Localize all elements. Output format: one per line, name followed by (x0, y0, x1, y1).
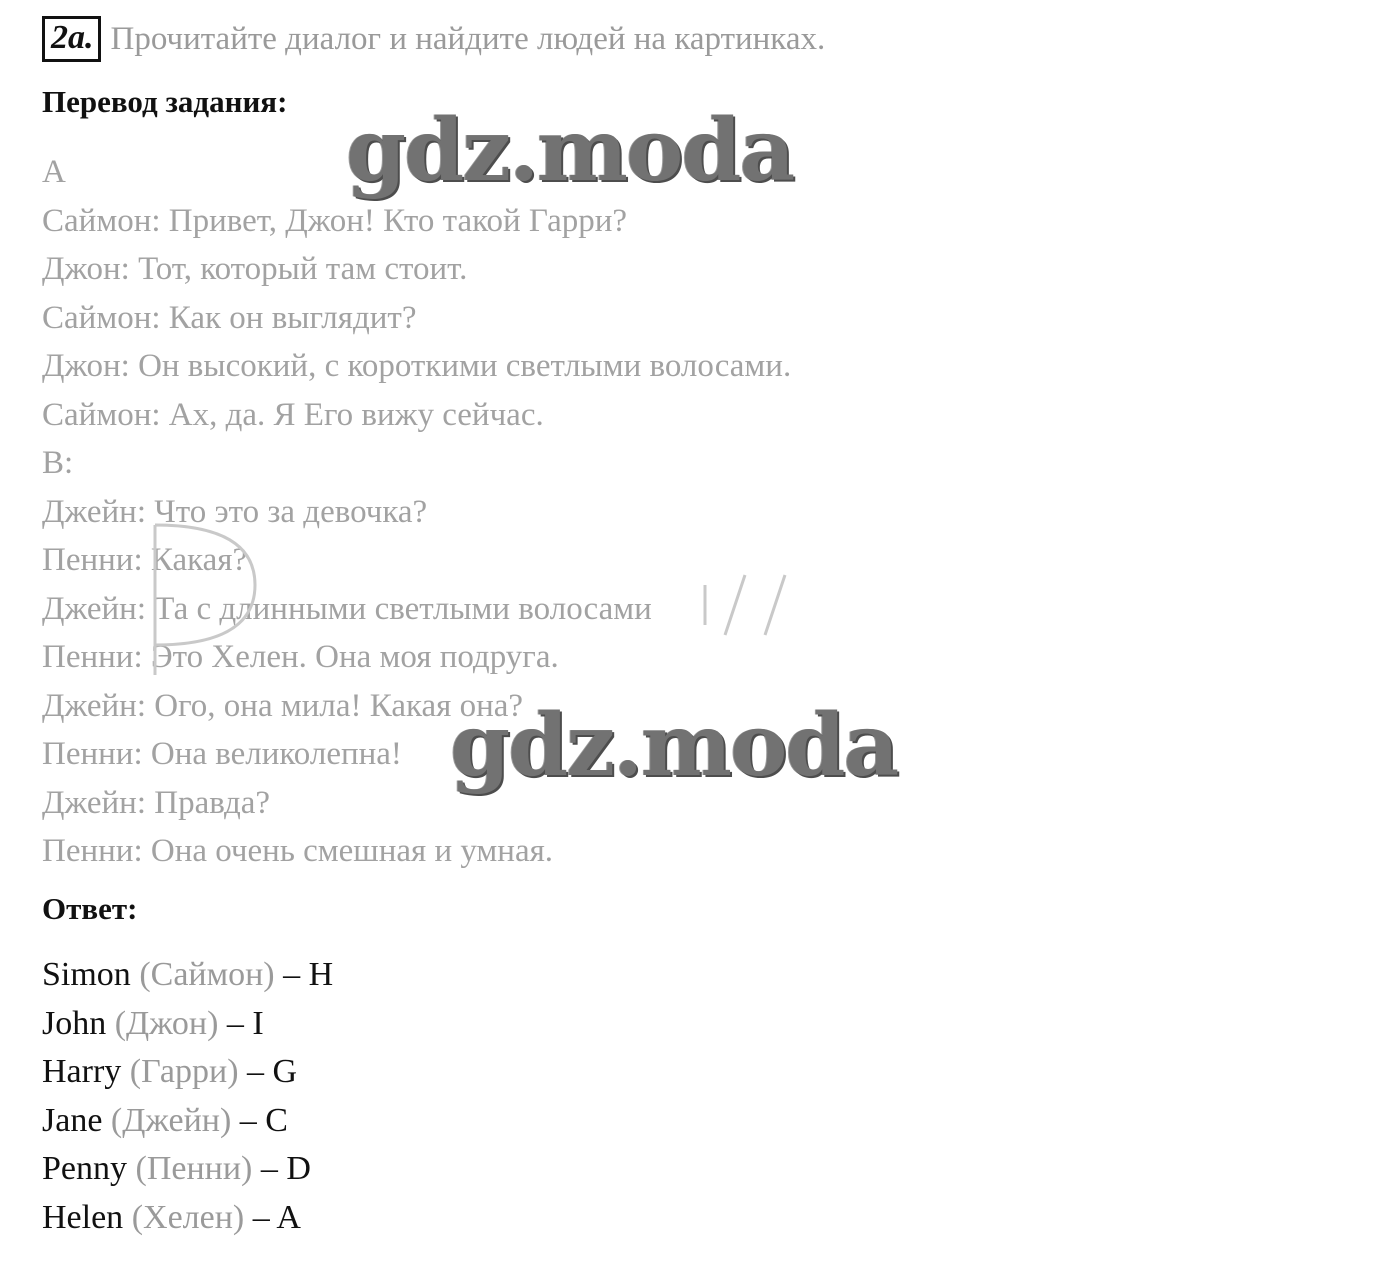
answer-name-en: Helen (42, 1198, 124, 1236)
dialog-line: Джейн: Что это за девочка? (42, 493, 428, 530)
dialog-line: Пенни: Она великолепна! (42, 736, 402, 772)
answer-name-ru: (Джейн) (110, 1101, 232, 1139)
dialog-line: Пенни: Какая? (42, 542, 248, 578)
task-number-badge: 2a. (42, 16, 101, 62)
background-logo-watermark (145, 515, 825, 685)
answer-name-ru: (Саймон) (139, 956, 275, 993)
answer-name-en: Penny (42, 1150, 127, 1187)
answer-name-en: Harry (42, 1053, 122, 1090)
dialog-line: Джон: Он высокий, с короткими светлыми волосами. (42, 348, 792, 384)
answer-item (42, 1048, 333, 1097)
dialog-line: Саймон: Ах, да. Я Его вижу сейчас. (42, 396, 544, 433)
dialog-line: B: (42, 445, 74, 481)
answer-result: – A (252, 1198, 301, 1236)
answer-item (42, 1000, 333, 1049)
task-header (42, 14, 825, 64)
answer-name-en: Simon (42, 956, 131, 993)
dialog-line: A (42, 154, 66, 190)
answer-result: – I (226, 1004, 264, 1042)
answer-result: – D (260, 1150, 311, 1187)
answer-name-en: Jane (42, 1101, 103, 1139)
answer-list (42, 951, 333, 1242)
site-watermark: gdz.moda (346, 100, 794, 201)
answer-name-ru: (Пенни) (135, 1150, 253, 1187)
answer-item (42, 1194, 333, 1243)
translation-heading: Перевод задания: (42, 84, 288, 119)
answer-item (42, 1145, 333, 1194)
site-watermark: gdz.moda (450, 695, 898, 796)
dialog-line: Пенни: Это Хелен. Она моя подруга. (42, 639, 559, 675)
answer-result: – H (283, 956, 334, 993)
answer-item (42, 1097, 333, 1146)
answer-name-en: John (42, 1004, 107, 1042)
dialog-line: Джейн: Правда? (42, 784, 271, 821)
answer-name-ru: (Хелен) (131, 1198, 245, 1236)
answer-item (42, 951, 333, 1000)
task-instruction: Прочитайте диалог и найдите людей на картинках. (110, 20, 826, 57)
dialog-line: Саймон: Как он выглядит? (42, 299, 417, 336)
answer-result: – G (247, 1053, 298, 1090)
dialog-line: Джон: Тот, который там стоит. (42, 251, 468, 287)
answer-result: – C (239, 1101, 288, 1139)
answer-name-ru: (Гарри) (129, 1053, 239, 1090)
answer-name-ru: (Джон) (114, 1004, 219, 1042)
dialog-line: Джейн: Ого, она мила! Какая она? (42, 687, 524, 724)
answer-heading: Ответ: (42, 891, 138, 926)
dialog-line: Саймон: Привет, Джон! Кто такой Гарри? (42, 202, 628, 239)
dialog-line: Пенни: Она очень смешная и умная. (42, 833, 554, 869)
dialog-line: Джейн: Та с длинными светлыми волосами (42, 590, 652, 627)
